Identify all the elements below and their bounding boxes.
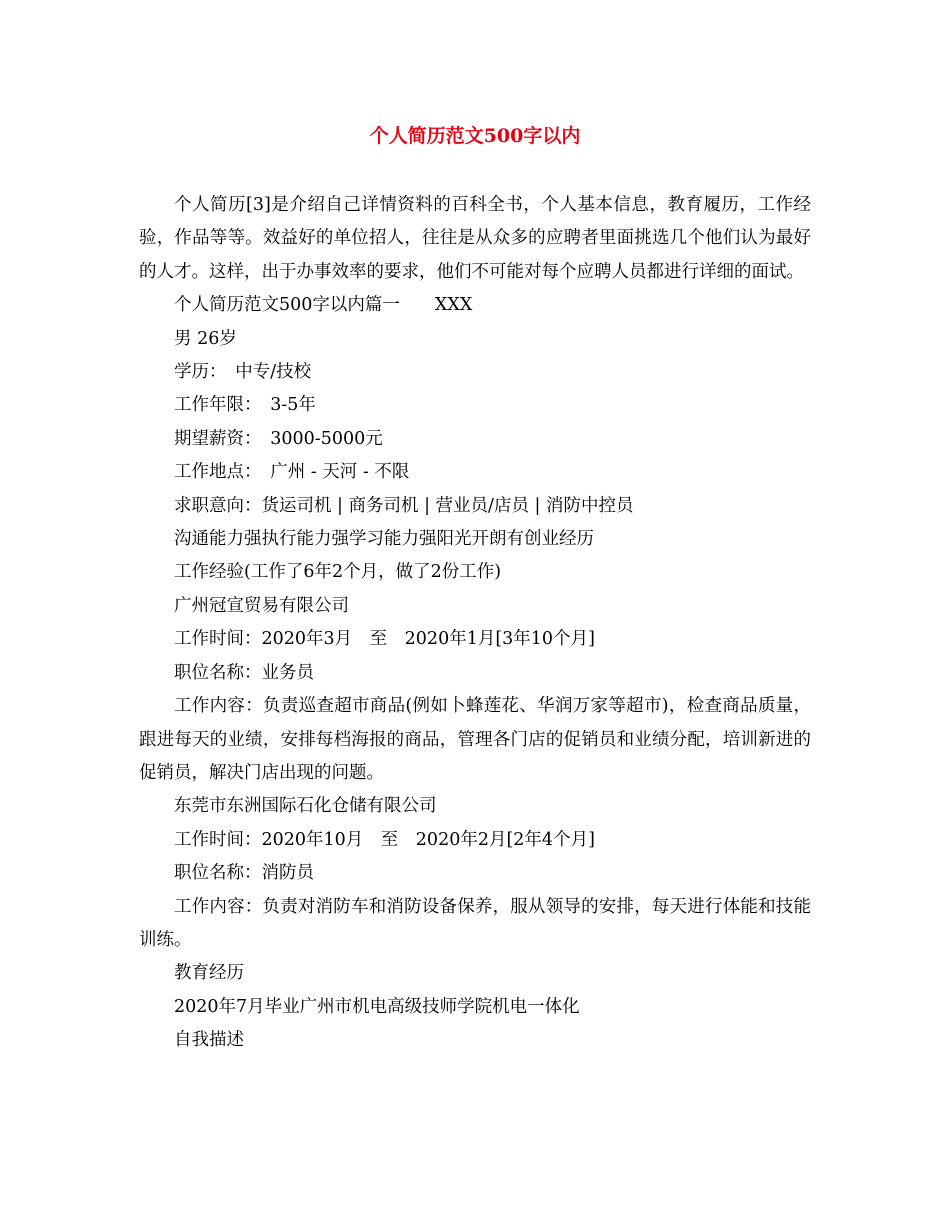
paragraph-intro: 个人简历[3]是介绍自己详情资料的百科全书，个人基本信息，教育履历，工作经验，作品等等。效益好的单位招人，往往是从众多的应聘者里面挑选几个他们认为最好的人才。这样，出于办事效率的要求，他们不可能对每个应聘人员都进行详细的面试。 [139, 195, 811, 282]
paragraph-company-1-period: 工作时间：2020年3月 至 2020年1月[3年10个月] [174, 629, 595, 650]
paragraph-company-1: 广州冠宣贸易有限公司 [174, 595, 349, 616]
paragraph-expected-salary: 期望薪资： 3000-5000元 [174, 428, 383, 449]
paragraph-abilities: 沟通能力强执行能力强学习能力强阳光开朗有创业经历 [174, 529, 594, 550]
paragraph-work-experience-heading: 工作经验(工作了6年2个月，做了2份工作) [174, 562, 502, 583]
paragraph-resume-heading: 个人简历范文500字以内篇一 XXX [174, 295, 473, 316]
paragraph-job-intention: 求职意向：货运司机 | 商务司机 | 营业员/店员 | 消防中控员 [174, 495, 634, 516]
paragraph-company-2-duties: 工作内容：负责对消防车和消防设备保养，服从领导的安排，每天进行体能和技能训练。 [139, 896, 811, 950]
paragraph-self-description-heading: 自我描述 [174, 1030, 244, 1051]
paragraph-company-2-position: 职位名称：消防员 [174, 863, 314, 884]
paragraph-company-2: 东莞市东洲国际石化仓储有限公司 [174, 796, 437, 817]
paragraph-education-heading: 教育经历 [174, 963, 244, 984]
document-title: 个人简历范文500字以内 [369, 125, 581, 147]
paragraph-work-years: 工作年限： 3-5年 [174, 395, 316, 416]
paragraph-education-level: 学历： 中专/技校 [174, 362, 312, 383]
paragraph-company-2-period: 工作时间：2020年10月 至 2020年2月[2年4个月] [174, 829, 595, 850]
paragraph-company-1-position: 职位名称：业务员 [174, 662, 314, 683]
paragraph-graduation: 2020年7月毕业广州市机电高级技师学院机电一体化 [174, 996, 580, 1017]
document-body [139, 189, 811, 1058]
paragraph-work-location: 工作地点： 广州 - 天河 - 不限 [174, 462, 410, 483]
paragraph-gender-age: 男 26岁 [174, 328, 237, 349]
paragraph-company-1-duties: 工作内容：负责巡查超市商品(例如卜蜂莲花、华润万家等超市)，检查商品质量，跟进每天的业绩，安排每档海报的商品，管理各门店的促销员和业绩分配，培训新进的促销员，解决门店出现的问题。 [139, 696, 811, 783]
